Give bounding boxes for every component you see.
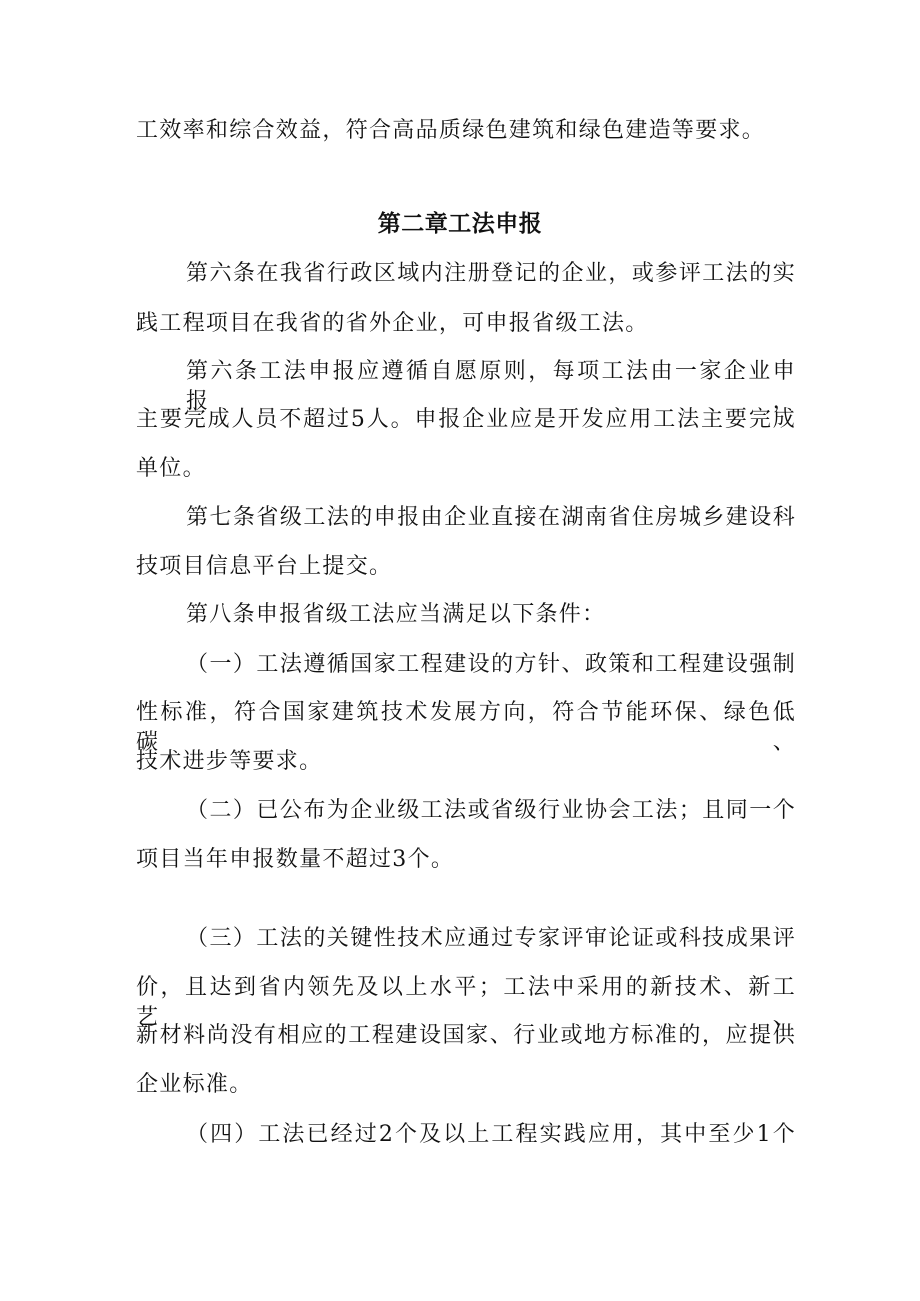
paragraph-line: 第七条省级工法的申报由企业直接在湖南省住房城乡建设科 <box>186 505 796 530</box>
paragraph-line: （一）工法遵循国家工程建设的方针、政策和工程建设强制 <box>186 652 796 677</box>
paragraph-line: 企业标准。 <box>136 1072 253 1097</box>
paragraph-line: 第六条在我省行政区域内注册登记的企业，或参评工法的实 <box>186 261 796 286</box>
paragraph-line: 第八条申报省级工法应当满足以下条件： <box>186 602 606 627</box>
paragraph-line: 项目当年申报数量不超过3个。 <box>136 847 455 872</box>
paragraph-line: 单位。 <box>136 456 206 481</box>
paragraph-line: 性标准，符合国家建筑技术发展方向，符合节能环保、绿色低碳、 <box>136 700 796 755</box>
paragraph-line: （三）工法的关键性技术应通过专家评审论证或科技成果评 <box>186 926 796 951</box>
paragraph-line: 践工程项目在我省的省外企业，可申报省级工法。 <box>136 311 649 336</box>
paragraph-line: 技术进步等要求。 <box>136 749 323 774</box>
paragraph-line: 第六条工法申报应遵循自愿原则，每项工法由一家企业申报， <box>186 359 796 414</box>
paragraph-line: （二）已公布为企业级工法或省级行业协会工法；且同一个 <box>186 798 796 823</box>
paragraph-line: 价，且达到省内领先及以上水平；工法中采用的新技术、新工艺、 <box>136 975 796 1030</box>
chapter-title: 第二章工法申报 <box>377 211 543 237</box>
carryover-line: 工效率和综合效益，符合高品质绿色建筑和绿色建造等要求。 <box>136 118 766 143</box>
paragraph-line: 新材料尚没有相应的工程建设国家、行业或地方标准的，应提供 <box>136 1023 796 1048</box>
paragraph-line: （四）工法已经过2个及以上工程实践应用，其中至少1个 <box>186 1122 796 1147</box>
paragraph-line: 主要完成人员不超过5人。申报企业应是开发应用工法主要完成 <box>136 407 796 432</box>
paragraph-line: 技项目信息平台上提交。 <box>136 554 393 579</box>
